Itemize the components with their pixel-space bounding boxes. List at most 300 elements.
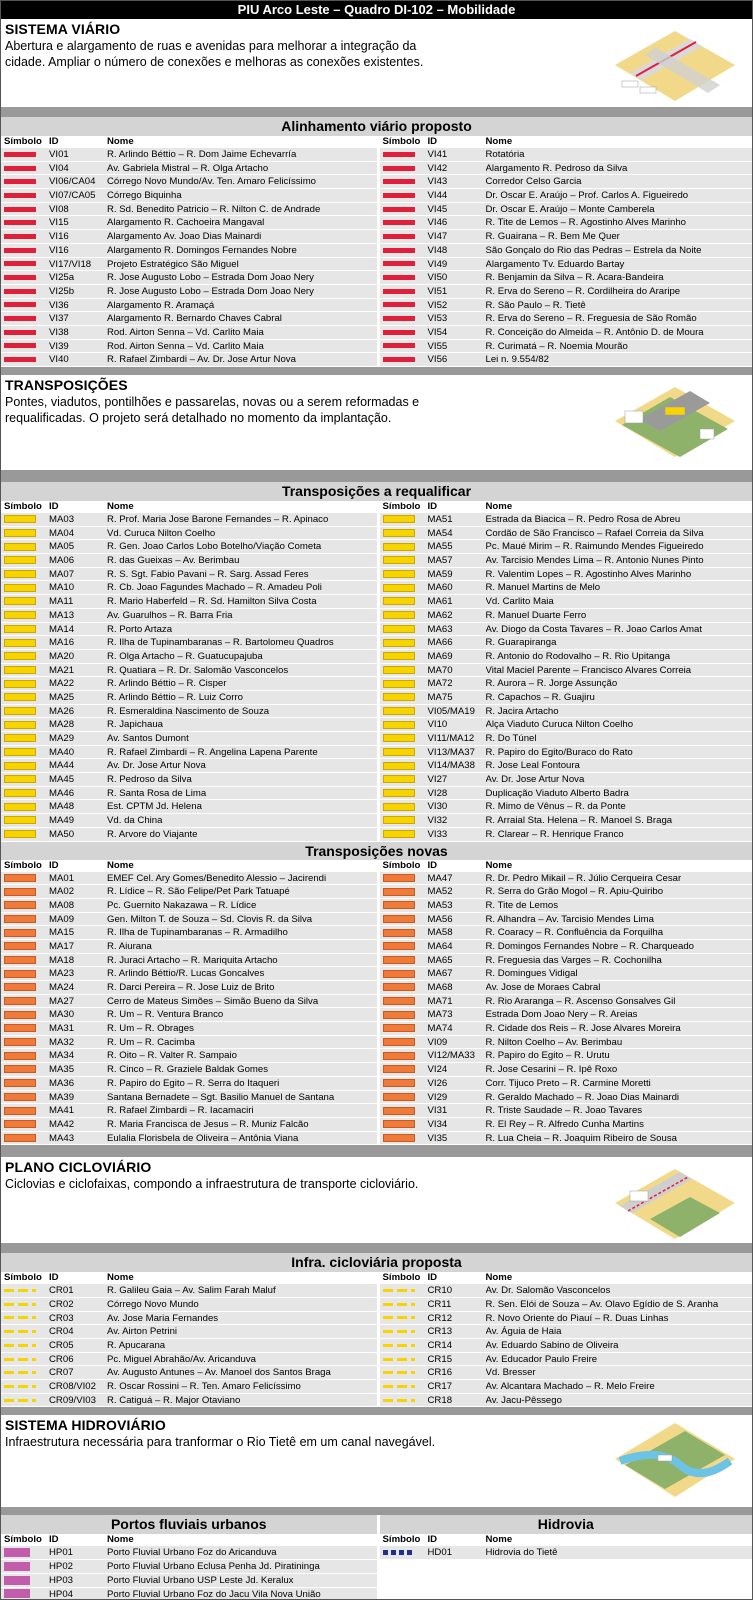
table-row	[380, 1077, 753, 1091]
name-cell: Av. Dr. Salomão Vasconcelos	[485, 1285, 611, 1297]
name-cell: Porto Fluvial Urbano Eclusa Penha Jd. Piratininga	[107, 1561, 320, 1573]
table-row	[1, 230, 377, 244]
table-header-row	[380, 1534, 753, 1546]
id-cell: MA34	[49, 1050, 75, 1062]
id-cell: VI55	[427, 340, 448, 352]
symbol-cell	[380, 162, 426, 175]
table-row	[1, 623, 377, 637]
symbol-cell	[1, 353, 47, 366]
id-cell: MA61	[427, 596, 453, 608]
id-cell: HP01	[49, 1547, 73, 1559]
table-row	[1, 1353, 377, 1367]
table-row	[380, 175, 753, 189]
table-row	[1, 258, 377, 272]
table-row	[380, 1063, 753, 1077]
symbol-cell	[1, 981, 47, 994]
name-cell: R. Serra do Grão Mogol – R. Apiu-Quiribo	[485, 886, 664, 898]
legend-symbol-icon	[4, 275, 36, 280]
id-cell: VI35	[427, 1132, 448, 1144]
legend-symbol-icon	[4, 570, 36, 578]
table-row	[380, 353, 753, 367]
id-cell: VI28	[427, 787, 448, 799]
section-sistema-hidroviario	[1, 1415, 752, 1507]
table-row	[380, 940, 753, 954]
symbol-cell	[1, 609, 47, 622]
legend-symbol-icon	[4, 625, 36, 633]
id-cell: MA53	[427, 899, 453, 911]
symbol-cell	[380, 828, 426, 841]
id-cell: VI09	[427, 1036, 448, 1048]
symbol-cell	[380, 1394, 426, 1407]
table-row	[380, 581, 753, 595]
legend-symbol-icon	[4, 1093, 36, 1101]
symbol-cell	[380, 677, 426, 690]
name-cell: Av. Alcantara Machado – R. Melo Freire	[485, 1381, 655, 1393]
id-cell: MA15	[49, 927, 75, 939]
legend-symbol-icon	[4, 515, 36, 523]
symbol-cell	[380, 175, 426, 188]
id-cell: MA75	[427, 691, 453, 703]
id-cell: CR04	[49, 1326, 74, 1338]
table-header-row	[380, 501, 753, 513]
legend-symbol-icon	[4, 1548, 30, 1557]
id-cell: MA57	[427, 555, 453, 567]
legend-symbol-icon	[4, 942, 36, 950]
table-row	[1, 595, 377, 609]
legend-symbol-icon	[4, 289, 36, 294]
id-cell: VI08	[49, 203, 69, 215]
id-cell: VI17/VI18	[49, 258, 92, 270]
legend-symbol-icon	[4, 1289, 36, 1292]
id-cell: CR16	[427, 1367, 453, 1379]
table-row	[1, 1284, 377, 1298]
legend-symbol-icon	[4, 970, 36, 978]
name-cell: R. Curimatá – R. Noemia Mourão	[485, 340, 628, 352]
table-row	[380, 527, 753, 541]
legend-symbol-icon	[4, 1120, 36, 1128]
table-row	[380, 954, 753, 968]
legend-symbol-icon	[383, 1344, 415, 1347]
table-row	[380, 787, 753, 801]
name-cell: R. Nilton Coelho – Av. Berimbau	[485, 1036, 623, 1048]
symbol-cell	[380, 285, 426, 298]
table-row	[1, 1298, 377, 1312]
legend-symbol-icon	[4, 830, 36, 838]
legend-symbol-icon	[4, 1134, 36, 1142]
id-cell: VI07/CA05	[49, 190, 96, 202]
table-column	[1, 1272, 377, 1407]
id-cell: MA51	[427, 514, 453, 525]
section-description: Ciclovias e ciclofaixas, compondo a infraestrutura de transporte cicloviário.	[5, 1177, 419, 1192]
id-cell: VI41	[427, 149, 448, 160]
name-cell: R. Benjamin da Silva – R. Acara-Bandeira	[485, 272, 664, 284]
name-cell: R. Santa Rosa de Lima	[107, 787, 207, 799]
symbol-cell	[1, 1588, 47, 1600]
table-row	[380, 513, 753, 527]
id-cell: CR14	[427, 1340, 453, 1351]
name-cell: Vd. da China	[107, 815, 163, 827]
table-row	[1, 1574, 377, 1588]
column-header: Nome	[485, 1272, 513, 1284]
legend-symbol-icon	[4, 997, 36, 1005]
table-row	[1, 1560, 377, 1574]
name-cell: R. Tite de Lemos	[485, 899, 559, 911]
symbol-cell	[380, 940, 426, 953]
name-cell: Av. Eduardo Sabino de Oliveira	[485, 1340, 619, 1351]
id-cell: VI25b	[49, 285, 75, 297]
symbol-cell	[1, 1312, 47, 1325]
table-row	[1, 1077, 377, 1091]
name-cell: Vd. Curuca Nilton Coelho	[107, 527, 216, 539]
symbol-cell	[1, 1394, 47, 1407]
id-cell: MA09	[49, 913, 75, 925]
symbol-cell	[380, 1049, 426, 1062]
name-cell: R. Manuel Duarte Ferro	[485, 609, 587, 621]
name-cell: Alargamento R. Cachoeira Mangaval	[107, 217, 265, 229]
table-row	[380, 216, 753, 230]
name-cell: R. Um – R. Cacimba	[107, 1036, 195, 1048]
legend-symbol-icon	[4, 1065, 36, 1073]
legend-symbol-icon	[4, 762, 36, 770]
legend-symbol-icon	[4, 343, 36, 348]
legend-symbol-icon	[4, 1038, 36, 1046]
table-column	[1, 1534, 377, 1600]
table-title: Transposições novas	[1, 842, 752, 860]
table-row	[380, 899, 753, 913]
id-cell: MA66	[427, 637, 453, 649]
name-cell: R. Valentim Lopes – R. Agostinho Alves Marinho	[485, 568, 692, 580]
table-row	[380, 705, 753, 719]
id-cell: VI51	[427, 285, 448, 297]
legend-symbol-icon	[4, 611, 36, 619]
symbol-cell	[1, 1546, 47, 1559]
legend-symbol-icon	[4, 680, 36, 688]
table-header-row	[1, 1272, 377, 1284]
id-cell: MA60	[427, 582, 453, 594]
symbol-cell	[380, 203, 426, 216]
table-row	[380, 828, 753, 842]
id-cell: MA22	[49, 678, 75, 690]
symbol-cell	[1, 814, 47, 827]
table-header-row	[1, 136, 377, 148]
name-cell: Av. Jose de Moraes Cabral	[485, 982, 601, 993]
name-cell: R. Cidade dos Reis – R. Jose Alvares Moreira	[485, 1023, 681, 1035]
name-cell: R. Jose Cesarini – R. Ipê Roxo	[485, 1064, 618, 1076]
table-row	[380, 148, 753, 162]
legend-symbol-icon	[4, 1011, 36, 1019]
table-row	[380, 326, 753, 340]
legend-symbol-icon	[4, 888, 36, 896]
name-cell: R. Cinco – R. Graziele Baldak Gomes	[107, 1064, 269, 1076]
symbol-cell	[1, 230, 47, 243]
name-cell: Rotatória	[485, 149, 525, 160]
table-row	[1, 513, 377, 527]
table-column	[377, 1534, 753, 1600]
symbol-cell	[1, 1132, 47, 1145]
id-cell: VI15	[49, 217, 69, 229]
section-heading: SISTEMA HIDROVIÁRIO	[5, 1417, 166, 1434]
id-cell: MA16	[49, 637, 75, 649]
symbol-cell	[1, 1036, 47, 1049]
table-row	[1, 216, 377, 230]
id-cell: MA46	[49, 787, 75, 799]
legend-symbol-icon	[383, 693, 415, 701]
legend-symbol-icon	[383, 343, 415, 348]
table-row	[1, 940, 377, 954]
id-cell: MA65	[427, 954, 453, 966]
symbol-cell	[1, 312, 47, 325]
symbol-cell	[1, 258, 47, 271]
table-row	[1, 926, 377, 940]
id-cell: MA21	[49, 664, 75, 676]
id-cell: MA44	[49, 760, 75, 772]
name-cell: R. Darci Pereira – R. Jose Luiz de Brito	[107, 982, 275, 993]
table-row	[380, 1036, 753, 1050]
symbol-cell	[1, 1118, 47, 1131]
table-row	[1, 759, 377, 773]
symbol-cell	[1, 872, 47, 885]
section-heading: SISTEMA VIÁRIO	[5, 21, 121, 37]
name-cell: R. Coaracy – R. Confluência da Forquilha	[485, 927, 664, 939]
symbol-cell	[1, 1298, 47, 1311]
name-cell: R. Arlindo Béttio – R. Luiz Corro	[107, 691, 243, 703]
name-cell: Est. CPTM Jd. Helena	[107, 801, 202, 813]
symbol-cell	[380, 926, 426, 939]
legend-symbol-icon	[4, 302, 36, 307]
legend-symbol-icon	[4, 639, 36, 647]
table-row	[1, 1546, 377, 1560]
table-row	[380, 312, 753, 326]
legend-symbol-icon	[4, 915, 36, 923]
symbol-cell	[1, 1339, 47, 1352]
name-cell: R. Oscar Rossini – R. Ten. Amaro Felicíssimo	[107, 1381, 301, 1393]
symbol-cell	[1, 340, 47, 353]
name-cell: Av. Diogo da Costa Tavares – R. Joao Carlos Amat	[485, 623, 702, 635]
name-cell: R. Quatiara – R. Dr. Salomão Vasconcelos	[107, 664, 289, 676]
legend-symbol-icon	[383, 970, 415, 978]
name-cell: Rod. Airton Senna – Vd. Carlito Maia	[107, 340, 264, 352]
name-cell: R. Arlindo Béttio/R. Lucas Goncalves	[107, 968, 265, 980]
name-cell: Projeto Estratégico São Miguel	[107, 258, 239, 270]
id-cell: VI45	[427, 203, 448, 215]
table-row	[380, 913, 753, 927]
legend-symbol-icon	[4, 1562, 30, 1571]
symbol-cell	[380, 746, 426, 759]
column-header: Símbolo	[4, 1272, 42, 1284]
legend-symbol-icon	[383, 1079, 415, 1087]
symbol-cell	[380, 759, 426, 772]
id-cell: VI49	[427, 258, 448, 270]
name-cell: Córrego Novo Mundo/Av. Ten. Amaro Felicíssimo	[107, 176, 317, 188]
name-cell: R. El Rey – R. Alfredo Cunha Martins	[485, 1118, 644, 1130]
legend-symbol-icon	[383, 956, 415, 964]
symbol-cell	[380, 312, 426, 325]
legend-symbol-icon	[383, 330, 415, 335]
id-cell: VI42	[427, 162, 448, 174]
id-cell: VI05/MA19	[427, 705, 475, 717]
table-row	[1, 1104, 377, 1118]
id-cell: MA35	[49, 1064, 75, 1076]
table-row	[380, 299, 753, 313]
name-cell: Dr. Oscar E. Araújo – Prof. Carlos A. Figueiredo	[485, 190, 689, 202]
symbol-cell	[380, 258, 426, 271]
legend-symbol-icon	[383, 556, 415, 564]
name-cell: Av. Gabriela Mistral – R. Olga Artacho	[107, 162, 269, 174]
symbol-cell	[1, 773, 47, 786]
symbol-cell	[1, 175, 47, 188]
table-row	[380, 609, 753, 623]
legend-symbol-icon	[4, 179, 36, 184]
table-row	[1, 995, 377, 1009]
id-cell: VI14/MA38	[427, 760, 475, 772]
name-cell: Av. Águia de Haia	[485, 1326, 562, 1338]
table-row	[380, 1394, 753, 1408]
id-cell: CR03	[49, 1312, 74, 1324]
id-cell: MA03	[49, 514, 75, 525]
id-cell: VI36	[49, 299, 69, 311]
table-row	[1, 244, 377, 258]
legend-symbol-icon	[383, 1330, 415, 1333]
table-row	[380, 1284, 753, 1298]
id-cell: VI16	[49, 231, 69, 243]
id-cell: VI10	[427, 719, 448, 731]
symbol-cell	[1, 677, 47, 690]
name-cell: Vd. Bresser	[485, 1367, 536, 1379]
symbol-cell	[380, 540, 426, 553]
name-cell: Av. Educador Paulo Freire	[485, 1353, 598, 1365]
id-cell: VI53	[427, 313, 448, 325]
name-cell: R. Porto Artaza	[107, 623, 173, 635]
symbol-cell	[380, 913, 426, 926]
symbol-cell	[1, 926, 47, 939]
name-cell: R. Jose Leal Fontoura	[485, 760, 580, 772]
legend-symbol-icon	[383, 1358, 415, 1361]
legend-symbol-icon	[383, 1065, 415, 1073]
symbol-cell	[1, 623, 47, 636]
table-row	[1, 527, 377, 541]
name-cell: Corredor Celso Garcia	[485, 176, 582, 188]
name-cell: R. Novo Oriente do Piauí – R. Duas Linhas	[485, 1312, 669, 1324]
legend-symbol-icon	[383, 652, 415, 660]
table-row	[380, 595, 753, 609]
id-cell: MA42	[49, 1118, 75, 1130]
column-header: Nome	[107, 1272, 134, 1284]
id-cell: VI52	[427, 299, 448, 311]
legend-symbol-icon	[383, 261, 415, 266]
id-cell: VI33	[427, 828, 448, 840]
name-cell: Av. Dr. Jose Artur Nova	[107, 760, 206, 772]
id-cell: MA29	[49, 733, 75, 744]
name-cell: R. Arvore do Viajante	[107, 828, 198, 840]
legend-symbol-icon	[383, 611, 415, 619]
legend-symbol-icon	[383, 1011, 415, 1019]
table-column	[1, 860, 377, 1146]
divider	[1, 1507, 752, 1515]
id-cell: CR17	[427, 1381, 453, 1393]
table-row	[380, 650, 753, 664]
name-cell: R. Apucarana	[107, 1340, 166, 1351]
symbol-cell	[1, 1008, 47, 1021]
symbol-cell	[1, 1104, 47, 1117]
name-cell: Alargamento R. Domingos Fernandes Nobre	[107, 244, 297, 256]
name-cell: Estrada Dom Joao Nery – R. Areias	[485, 1009, 638, 1021]
symbol-cell	[380, 636, 426, 649]
table-row	[380, 1008, 753, 1022]
legend-symbol-icon	[383, 901, 415, 909]
symbol-cell	[1, 1380, 47, 1393]
symbol-cell	[380, 664, 426, 677]
legend-symbol-icon	[383, 570, 415, 578]
symbol-cell	[1, 203, 47, 216]
symbol-cell	[380, 244, 426, 257]
table-row	[1, 271, 377, 285]
name-cell: Cerro de Mateus Simões – Simão Bueno da Silva	[107, 995, 319, 1007]
table-column	[377, 860, 753, 1146]
table-row	[380, 554, 753, 568]
name-cell: R. Um – R. Obrages	[107, 1023, 194, 1035]
table-row	[1, 899, 377, 913]
id-cell: MA63	[427, 623, 453, 635]
name-cell: R. Domingues Vidigal	[485, 968, 578, 980]
table-row	[380, 967, 753, 981]
symbol-cell	[1, 568, 47, 581]
id-cell: VI43	[427, 176, 448, 188]
id-cell: MA23	[49, 968, 75, 980]
legend-symbol-icon	[4, 1303, 36, 1306]
table-row	[380, 1353, 753, 1367]
name-cell: R. Mario Haberfeld – R. Sd. Hamilton Silva Costa	[107, 596, 317, 608]
name-cell: Av. Guarulhos – R. Barra Fria	[107, 609, 233, 621]
name-cell: R. Cb. Joao Fagundes Machado – R. Amadeu Poli	[107, 582, 322, 594]
symbol-cell	[1, 732, 47, 745]
name-cell: Av. Augusto Antunes – Av. Manoel dos Santos Braga	[107, 1367, 331, 1379]
table-row	[380, 1366, 753, 1380]
table-row	[1, 677, 377, 691]
legend-symbol-icon	[4, 220, 36, 225]
column-header: ID	[49, 1272, 59, 1284]
symbol-cell	[380, 1353, 426, 1366]
id-cell: MA28	[49, 719, 75, 731]
legend-symbol-icon	[383, 707, 415, 715]
id-cell: MA52	[427, 886, 453, 898]
symbol-cell	[1, 759, 47, 772]
table-row	[1, 203, 377, 217]
id-cell: VI29	[427, 1091, 448, 1103]
name-cell: Porto Fluvial Urbano Foz do Jacu Vila Nova União	[107, 1588, 321, 1600]
symbol-cell	[1, 691, 47, 704]
symbol-cell	[380, 189, 426, 202]
table-header-row	[380, 136, 753, 148]
name-cell: R. Arlindo Béttio – R. Dom Jaime Echevarría	[107, 149, 297, 160]
table-row	[1, 175, 377, 189]
column-header: Símbolo	[4, 136, 42, 147]
legend-symbol-icon	[4, 734, 36, 742]
name-cell: R. Clarear – R. Henrique Franco	[485, 828, 624, 840]
id-cell: MA26	[49, 705, 75, 717]
column-header: Símbolo	[4, 501, 42, 512]
name-cell: R. Aurora – R. Jorge Assunção	[485, 678, 618, 690]
legend-symbol-icon	[383, 734, 415, 742]
id-cell: MA43	[49, 1132, 75, 1144]
id-cell: VI01	[49, 149, 69, 160]
symbol-cell	[1, 285, 47, 298]
table-row	[380, 732, 753, 746]
table-row	[380, 1118, 753, 1132]
table-row	[1, 1022, 377, 1036]
table-row	[380, 1312, 753, 1326]
symbol-cell	[1, 1022, 47, 1035]
legend-symbol-icon	[4, 874, 36, 882]
